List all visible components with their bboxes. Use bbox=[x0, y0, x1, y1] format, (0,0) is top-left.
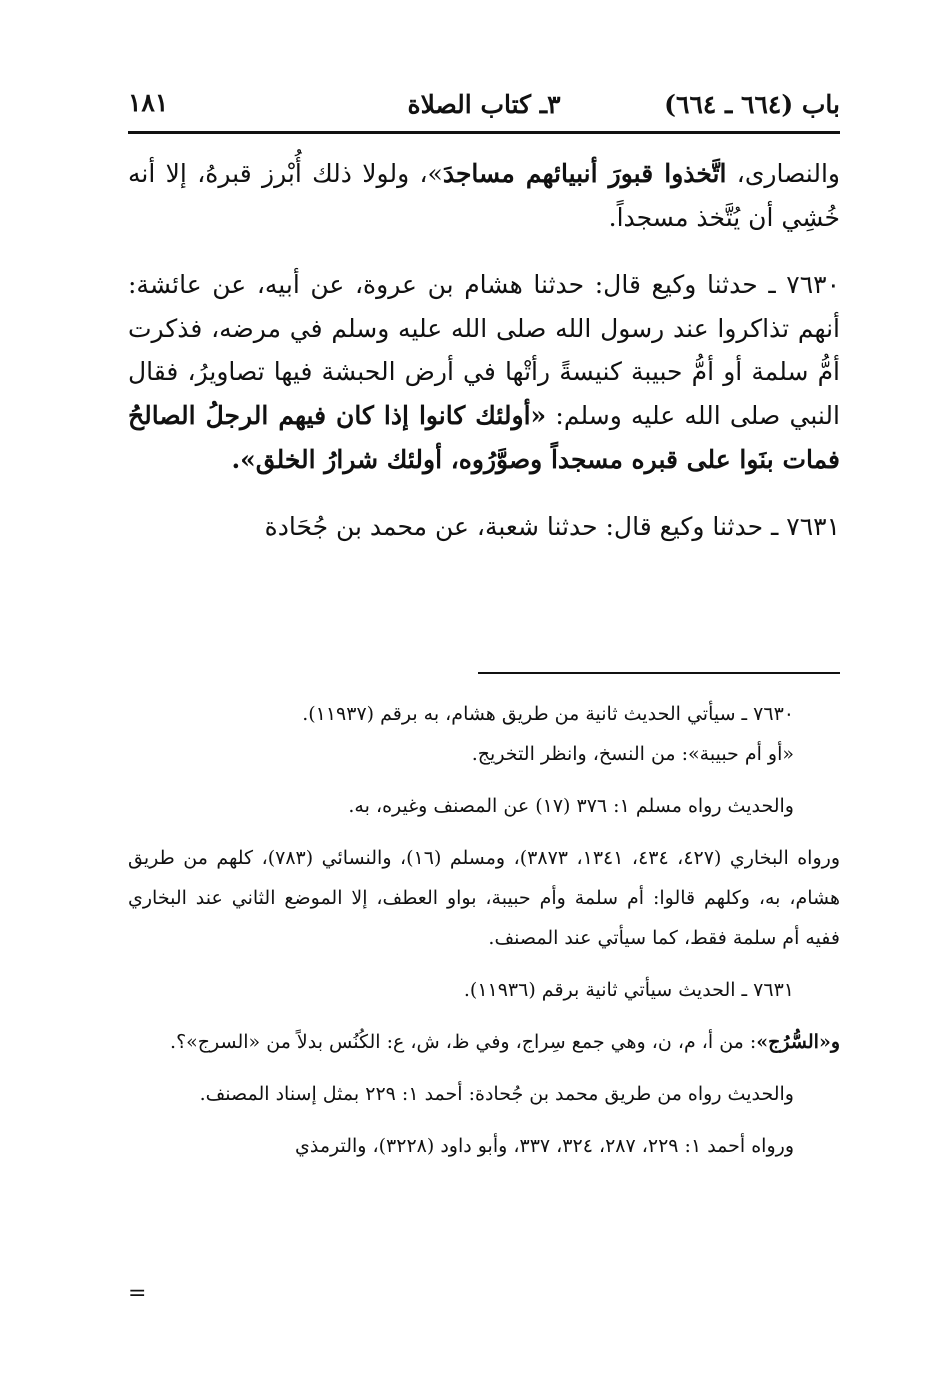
main-paragraph-1 bbox=[128, 152, 840, 239]
note-7630-ref: ٧٦٣٠ ـ سيأتي الحديث ثانية من طريق هشام، به برقم (١١٩٣٧). bbox=[302, 703, 794, 725]
hadith-7630-matn: «أولئك كانوا إذا كان فيهم الرجلُ الصالحُ فمات بنَوا على قبره مسجداً وصوَّرُوه، أولئك شرارُ الخلق». bbox=[128, 400, 840, 474]
p1-lead: والنصارى، bbox=[726, 159, 840, 188]
footnote-divider bbox=[478, 672, 840, 674]
note-muslim: والحديث رواه مسلم ١: ٣٧٦ (١٧) عن المصنف وغيره، به. bbox=[348, 795, 794, 817]
hadith-7631: ٧٦٣١ ـ حدثنا وكيع قال: حدثنا شعبة، عن محمد بن جُحَادة bbox=[264, 512, 840, 542]
footnotes bbox=[128, 694, 840, 1166]
chapter-heading: باب (٦٦٤ ـ ٦٦٤) bbox=[664, 90, 840, 119]
note-suruj-word: و«السُّرُج» bbox=[756, 1031, 840, 1053]
hadith-7630-isnad: ٧٦٣٠ ـ حدثنا وكيع قال: حدثنا هشام بن عروة، عن أبيه، عن عائشة: أنهم تذاكروا عند رسول الله صلى الله عليه وسلم في مرضه، فذكرت أمُّ سلمة أو أمُّ حبيبة كنيسةً رأتْها في أرض الحبشة فيها تصاويرُ، فقال النبي صلى الله عليه وسلم: bbox=[128, 270, 840, 430]
note-variant: «أو أم حبيبة»: من النسخ، وانظر التخريج. bbox=[471, 743, 794, 765]
header-divider bbox=[128, 131, 840, 134]
note-ahmad-abudawud: ورواه أحمد ١: ٢٢٩، ٢٨٧، ٣٢٤، ٣٣٧، وأبو داود (٣٢٢٨)، والترمذي bbox=[294, 1135, 794, 1157]
note-bukhari: ورواه البخاري (٤٢٧، ٤٣٤، ١٣٤١، ٣٨٧٣)، ومسلم (١٦)، والنسائي (٧٨٣)، كلهم من طريق هشام، به، وكلهم قالوا: أم سلمة وأم حبيبة، بواو العطف، إلا الموضع الثاني عند البخاري ففيه أم سلمة فقط، كما سيأتي عند المصنف. bbox=[128, 847, 840, 949]
book-title: ٣ـ كتاب الصلاة bbox=[407, 90, 561, 119]
continuation-mark: = bbox=[128, 1281, 147, 1306]
page-number: ١٨١ bbox=[128, 88, 169, 117]
page-header bbox=[128, 84, 840, 128]
p1-tail: »، ولولا ذلك أُبْرز قبرهُ، إلا أنه خُشِي أن يُتَّخذ مسجداً. bbox=[128, 159, 840, 232]
note-suruj-text: : من أ، م، ن، وهي جمع سِراج، وفي ظ، ش، ع: الكُنُس بدلاً من «السرج»؟. bbox=[170, 1031, 757, 1053]
p1-quote: اتَّخذوا قبورَ أنبيائهم مساجدَ bbox=[442, 159, 727, 188]
note-7631-ref: ٧٦٣١ ـ الحديث سيأتي ثانية برقم (١١٩٣٦). bbox=[463, 979, 794, 1001]
main-text bbox=[128, 152, 840, 549]
note-suruj bbox=[128, 1022, 840, 1062]
hadith-7630 bbox=[128, 263, 840, 481]
note-ahmad: والحديث رواه من طريق محمد بن جُحادة: أحمد ١: ٢٢٩ بمثل إسناد المصنف. bbox=[199, 1083, 794, 1105]
